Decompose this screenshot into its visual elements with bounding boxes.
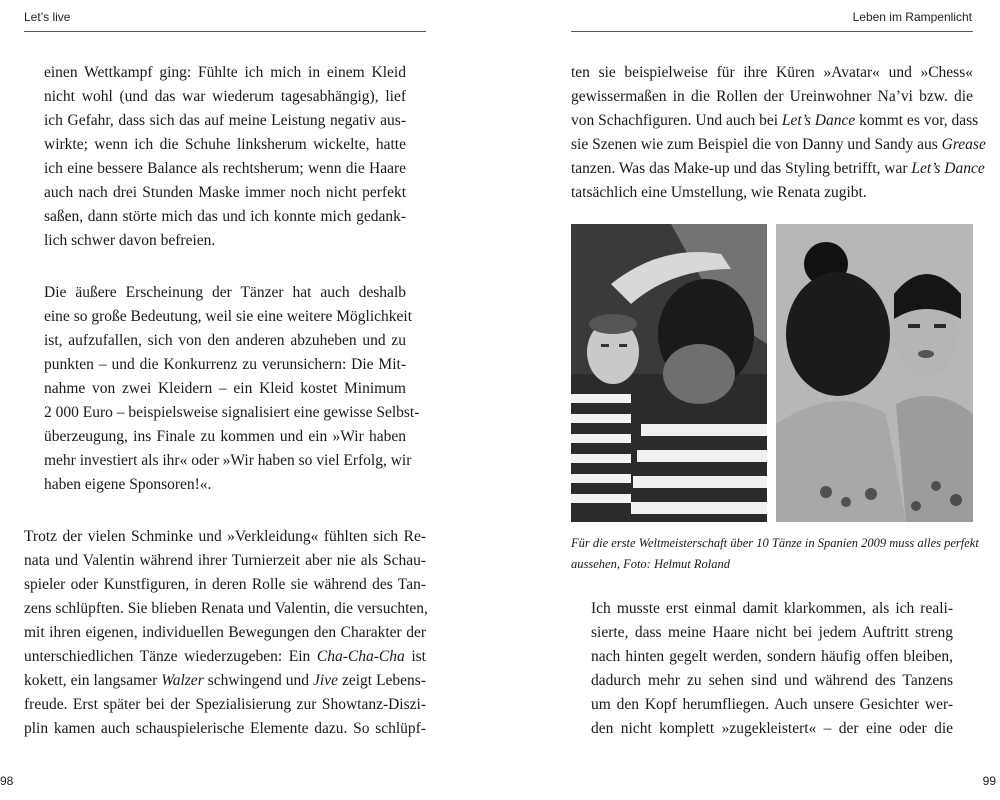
text-line: mit ihren eigenen, individuellen Bewegungen den Charakter der [24,624,426,641]
show-title-lets-dance: Let’s Dance [911,160,985,177]
dance-name-walzer: Walzer [161,672,204,689]
photo-caption [571,533,979,575]
text-line: ich eine bessere Balance als rechtsherum; wenn die Haare [44,160,406,177]
text-line: ich Gefahr, dass sich das auf meine Leistung negativ aus- [44,112,406,129]
left-paragraph-3 [24,525,426,741]
text-line: Die äußere Erscheinung der Tänzer hat auch deshalb [44,284,406,301]
photo-man-at-mirror [571,224,767,522]
text-line: lich schwer davon befreien. [44,232,216,249]
right-paragraph-2 [591,597,953,741]
text-line: kokett, ein langsamer Walzer schwingend und Jive zeigt Lebens- [24,672,426,689]
page-number-right: 99 [982,774,996,788]
text-line: auch nach drei Stunden Maske immer noch nicht perfekt [44,184,406,201]
text-line: überzeugung, ins Finale zu kommen und ein »Wir haben [44,428,406,445]
left-paragraph-2 [44,281,420,497]
caption-line: Für die erste Weltmeisterschaft über 10 Tänze in Spanien 2009 muss alles perfekt [571,536,979,550]
header-rule-left [24,31,426,32]
text-line: unterschiedlichen Tänze wiederzugeben: Ein Cha-Cha-Cha ist [24,648,426,665]
text-line: wirkte; wenn ich die Schuhe linksherum wickelte, hatte [44,136,406,153]
dance-name-jive: Jive [313,672,338,689]
text-line: sie Szenen wie zum Beispiel die von Danny und Sandy aus Grease [571,136,986,153]
text-line: tanzen. Was das Make-up und das Styling betrifft, war Let’s Dance [571,160,985,177]
text-line: tatsächlich eine Umstellung, wie Renata zugibt. [571,184,867,201]
text-line: gewissermaßen in die Rollen der Ureinwohner Na’vi bzw. die [571,88,973,105]
right-paragraph-1 [571,61,986,205]
header-rule-right [571,31,973,32]
text-line: ten sie beispielweise für ihre Küren »Avatar« und »Chess« [571,64,973,81]
text-line: ist, aufzufallen, sich von den anderen abzuheben und zu [44,332,406,349]
text-line: Ich musste erst einmal damit klarkommen, als ich reali- [591,600,953,617]
text-line: zens schlüpften. Sie blieben Renata und Valentin, die versuchten, [24,600,428,617]
text-line: sierte, dass meine Haare nicht bei jedem Auftritt streng [591,624,953,641]
film-title-grease: Grease [941,136,986,153]
text-line: nicht wohl (und das war wiederum tagesabhängig), lief [44,88,406,105]
left-paragraph-1 [44,61,406,253]
caption-line: aussehen, Foto: Helmut Roland [571,557,731,571]
text-line: plin kamen auch schauspielerische Elemente dazu. So schlüpf- [24,720,426,737]
text-line: Trotz der vielen Schminke und »Verkleidung« fühlten sich Re- [24,528,426,545]
text-line: mehr investiert als ihr« oder »Wir haben so viel Erfolg, wir [44,452,412,469]
running-header-right: Leben im Rampenlicht [852,10,972,24]
text-line: freude. Erst später bei der Spezialisierung zur Showtanz-Diszi- [24,696,426,713]
text-line: eine so große Bedeutung, weil sie eine weitere Möglichkeit [44,308,413,325]
text-line: punkten – und die Konkurrenz zu verunsichern: Die Mit- [44,356,406,373]
text-line: den nicht komplett »zugekleistert« – der eine oder die [591,720,953,737]
text-line: von Schachfiguren. Und auch bei Let’s Dance kommt es vor, dass [571,112,979,129]
running-header-left: Let’s live [24,10,71,24]
dance-name-cha-cha-cha: Cha-Cha-Cha [316,648,405,665]
text-line: haben eigene Sponsoren!«. [44,476,212,493]
text-line: spieler oder Kunstfiguren, in deren Rolle sie während des Tan- [24,576,426,593]
text-line: einen Wettkampf ging: Fühlte ich mich in einem Kleid [44,64,406,81]
text-line: um den Kopf herumfliegen. Auch unsere Gesichter wer- [591,696,953,713]
text-line: dadurch mehr zu sehen sind und während des Tanzens [591,672,953,689]
text-line: 2 000 Euro – beispielsweise signalisiert eine gewisse Selbst- [44,404,420,421]
page-number-left: 98 [0,774,14,788]
text-line: nach hinten gegelt werden, sondern häufig offen bleiben, [591,648,953,665]
show-title-lets-dance: Let’s Dance [781,112,856,129]
photo-woman-at-mirror [776,224,973,522]
text-line: saßen, dann störte mich das und ich konnte mich gedank- [44,208,406,225]
text-line: nata und Valentin während ihrer Turnierzeit aber nie als Schau- [24,552,426,569]
text-line: nahme von zwei Kleidern – ein Kleid kostet Minimum [44,380,406,397]
